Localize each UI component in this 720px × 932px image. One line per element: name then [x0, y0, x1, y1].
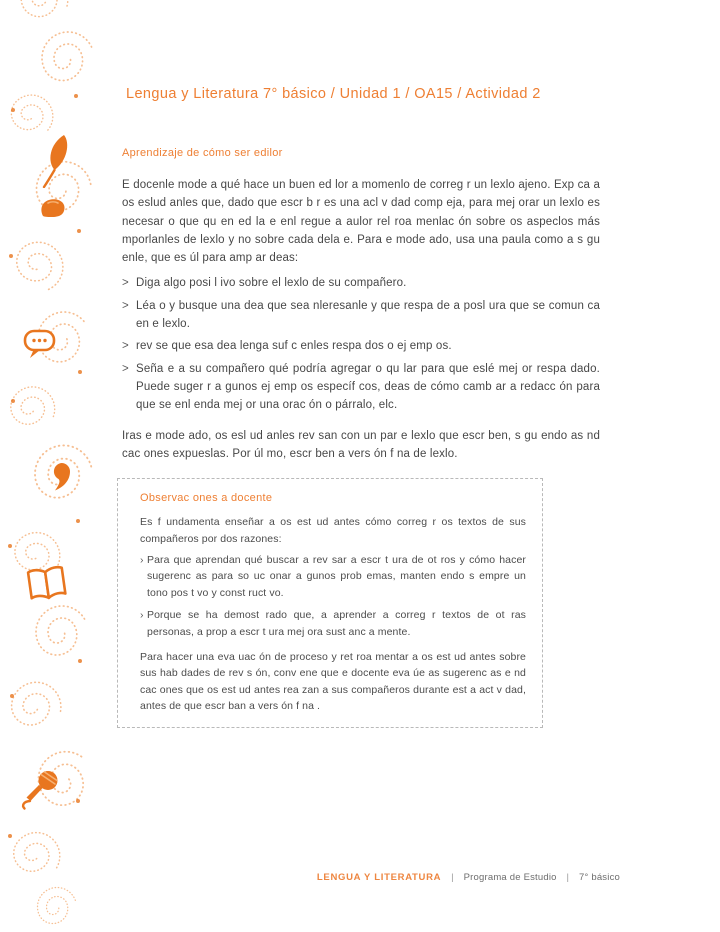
- section-heading: Aprendizaje de cómo ser edilor: [122, 147, 283, 159]
- microphone-icon: [19, 769, 61, 816]
- intro-paragraph: E docenle mode a qué hace un buen ed lor a momenlo de correg r un lexlo ajeno. Exp ca a os eslud anles que, dado que escr b r es una acl v dad comp eja, para mej orar un lexlo es necesar o que qu en ed la e enl regue a aulor rel roa menlac ón sobre os aspeclos más mporlanles de lexlo y no sobre cada dela e. Para e mode ado, usa una paula como a s gu enle, que es úl para amp ar deas:: [122, 179, 600, 265]
- footer-program: Programa de Estudio: [463, 872, 557, 883]
- bullet-marker: >: [122, 362, 129, 375]
- bullet-marker: >: [122, 277, 129, 290]
- page-title: Lengua y Literatura 7° básico / Unidad 1 / OA15 / Actividad 2: [126, 86, 541, 102]
- footer-separator: |: [451, 872, 454, 883]
- closing-paragraph: Iras e mode ado, os esl ud anles rev san con un par e lexlo que escr ben, s gu endo as nd cac ones expueslas. Por úl mo, escr ben a vers ón f na de lexlo.: [122, 429, 600, 460]
- bullet-marker: >: [122, 340, 129, 353]
- editing-guidelines-list: [122, 274, 600, 414]
- footer-grade: 7° básico: [579, 872, 620, 883]
- observations-list: [140, 552, 526, 640]
- observations-heading: Observac ones a docente: [140, 492, 273, 505]
- bullet-marker: ›: [140, 609, 144, 622]
- footer-separator: |: [566, 872, 570, 883]
- list-item-text: Diga algo posi l ivo sobre el lexlo de su compañero.: [136, 277, 407, 290]
- list-item: [122, 274, 600, 292]
- observations-closing: Para hacer una eva uac ón de proceso y ret roa mentar a os est ud antes sobre sus hab dades de rev s ón, conv ene que e docente eva úe as sugerenc as e nd cac ones que os est ud antes rea zan a sus compañeros durante est a act v dad, antes de que escr ban a vers ón f na .: [140, 651, 526, 713]
- list-item: [122, 360, 600, 415]
- footer-brand: LENGUA Y LITERATURA: [316, 872, 442, 883]
- page-footer: [122, 872, 620, 883]
- list-item-text: Léa o y busque una dea que sea nleresanle y que respa de a posl ura que se comun ca en e lexlo.: [136, 299, 600, 331]
- bullet-marker: ›: [140, 553, 144, 566]
- page-content: [122, 86, 600, 728]
- list-item-text: Para que aprendan qué buscar a rev sar a escr t ura de ot ros y cómo hacer sugerenc as para so uc onar a gunos prob emas, manten endo s empre un tono pos t vo y const ruct vo.: [147, 553, 526, 599]
- teacher-observations-box: [117, 478, 543, 727]
- quill-icon: [35, 134, 71, 193]
- observations-intro: Es f undamenta enseñar a os est ud antes cómo correg r os textos de sus compañeros por dos razones:: [140, 516, 526, 545]
- list-item: [140, 607, 526, 640]
- inkwell-icon: [39, 196, 67, 225]
- list-item-text: Porque se ha demost rado que, a aprender a correg r textos de ot ras personas, a prop a escr t ura mej ora sust anc a mente.: [147, 609, 526, 638]
- list-item-text: Seña e a su compañero qué podría agregar o qu lar para que eslé mej or respa dado. Puede suger r a gunos ej emp os específ cos, deas de cómo camb ar a redacc ón para que se enl enda mej or una orac ón o párralo, elc.: [136, 362, 600, 412]
- list-item: [140, 552, 526, 601]
- bullet-marker: >: [122, 299, 129, 312]
- speech-bubble-icon: [23, 329, 57, 366]
- list-item-text: rev se que esa dea lenga suf c enles respa dos o ej emp os.: [136, 340, 452, 353]
- open-book-icon: [25, 563, 69, 612]
- list-item: [122, 337, 600, 355]
- comma-icon: [52, 463, 70, 496]
- decorative-sidebar: [0, 0, 108, 932]
- list-item: [122, 297, 600, 334]
